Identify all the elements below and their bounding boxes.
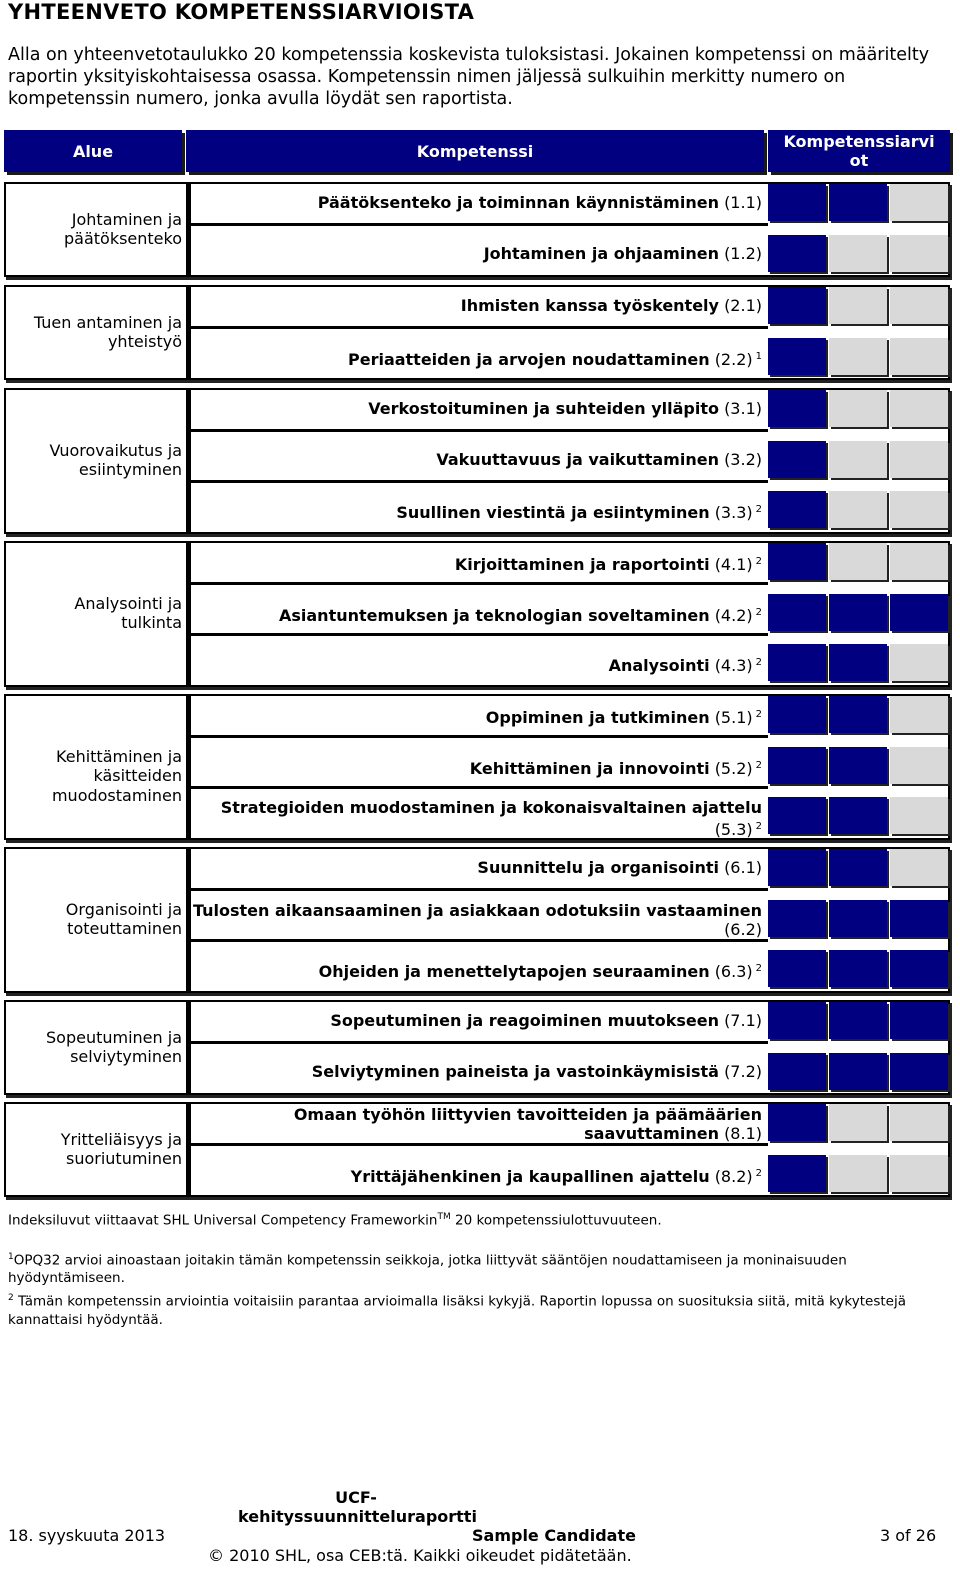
- rating-cell-filled: [829, 1053, 887, 1090]
- area-label: Yritteliäisyys ja suoriutuminen: [60, 1129, 182, 1168]
- rating-bar: [768, 1002, 950, 1039]
- rating-bar: [768, 1053, 950, 1090]
- competency-name: Kehittäminen ja innovointi (5.2) $^2$: [469, 758, 762, 778]
- rating-cell-empty: [829, 338, 887, 375]
- competency-name: Sopeutuminen ja reagoiminen muutokseen (7.1): [330, 1011, 762, 1030]
- area-label: Kehittäminen ja käsitteiden muodostaminen: [51, 746, 182, 805]
- rating-cell-filled: [768, 287, 826, 324]
- rating-cell-empty: [890, 543, 948, 580]
- row-underline: [186, 888, 768, 891]
- rating-bar: [768, 543, 950, 580]
- competency-name: Oppiminen ja tutkiminen (5.1) $^2$: [485, 708, 762, 727]
- rating-cell-filled: [768, 900, 826, 937]
- rating-bar: [768, 338, 950, 375]
- competency-name: Johtaminen ja ohjaaminen (1.2): [483, 243, 762, 263]
- competency-name: Yrittäjähenkinen ja kaupallinen ajattelu (8.2) $^2$: [350, 1166, 762, 1186]
- footer-date: 18. syyskuuta 2013: [8, 1526, 166, 1545]
- competency-name: Kirjoittaminen ja raportointi (4.1) $^2$: [454, 555, 762, 574]
- rating-cell-empty: [890, 441, 948, 478]
- page-footer: [0, 1488, 960, 1568]
- rating-cell-empty: [890, 390, 948, 427]
- competency-name: Omaan työhön liittyvien tavoitteiden ja päämäärien saavuttaminen (8.1): [293, 1105, 762, 1143]
- rating-cell-empty: [829, 235, 887, 272]
- rating-cell-filled: [829, 849, 887, 886]
- rating-cell-empty: [890, 747, 948, 784]
- footer-copyright: © 2010 SHL, osa CEB:tä. Kaikki oikeudet pidätetään.: [208, 1546, 632, 1565]
- rating-cell-empty: [890, 797, 948, 834]
- rating-cell-empty: [890, 235, 948, 272]
- competency-name: Ohjeiden ja menettelytapojen seuraaminen (6.3) $^2$: [318, 962, 762, 981]
- competency-name: Päätöksenteko ja toiminnan käynnistäminen (1.1): [317, 193, 762, 212]
- competency-name: Asiantuntemuksen ja teknologian soveltaminen (4.2) $^2$: [278, 605, 762, 625]
- rating-cell-filled: [768, 338, 826, 375]
- rating-cell-filled: [768, 696, 826, 733]
- rating-bar: [768, 491, 950, 528]
- rating-cell-filled: [768, 797, 826, 834]
- row-underline: [186, 480, 768, 483]
- header-competency: Kompetenssi: [186, 130, 764, 172]
- rating-bar: [768, 747, 950, 784]
- rating-cell-filled: [768, 1002, 826, 1039]
- area-label: Vuorovaikutus ja esiintyminen: [49, 440, 182, 480]
- competency-name: Tulosten aikaansaaminen ja asiakkaan odotuksiin vastaaminen (6.2): [192, 900, 762, 939]
- rating-cell-filled: [768, 184, 826, 221]
- competency-name: Selviytyminen paineista ja vastoinkäymisistä (7.2): [311, 1061, 762, 1081]
- rating-cell-filled: [829, 747, 887, 784]
- row-underline: [186, 633, 768, 636]
- rating-cell-filled: [768, 235, 826, 272]
- rating-cell-filled: [829, 797, 887, 834]
- footer-page-number: 3 of 26: [880, 1526, 937, 1545]
- area-label: Tuen antaminen ja yhteistyö: [33, 312, 182, 351]
- competency-name: Suunnittelu ja organisointi (6.1): [477, 858, 762, 877]
- area-label: Sopeutuminen ja selviytyminen: [46, 1027, 182, 1066]
- competency-name: Verkostoituminen ja suhteiden ylläpito (3.1): [368, 399, 762, 418]
- rating-bar: [768, 849, 950, 886]
- area-label: Analysointi ja tulkinta: [74, 593, 182, 633]
- rating-cell-empty: [890, 287, 948, 324]
- row-underline: [186, 326, 768, 329]
- row-underline: [186, 786, 768, 789]
- footnotes: [8, 1208, 938, 1347]
- area-label: Johtaminen ja päätöksenteko: [63, 209, 182, 248]
- rating-bar: [768, 287, 950, 324]
- rating-cell-filled: [768, 1155, 826, 1192]
- area-label: Organisointi ja toteuttaminen: [65, 899, 182, 939]
- row-underline: [186, 1143, 768, 1146]
- rating-cell-empty: [829, 543, 887, 580]
- rating-cell-empty: [829, 390, 887, 427]
- footer-report-name: UCF-kehityssuunnitteluraportti: [238, 1488, 477, 1526]
- competency-name: Strategioiden muodostaminen ja kokonaisvaltainen ajattelu (5.3) $^2$: [220, 798, 762, 839]
- rating-bar: [768, 900, 950, 937]
- rating-cell-filled: [768, 1104, 826, 1141]
- rating-cell-filled: [768, 1053, 826, 1090]
- rating-bar: [768, 950, 950, 987]
- rating-cell-empty: [829, 1104, 887, 1141]
- rating-cell-filled: [768, 950, 826, 987]
- header-rating: Kompetenssiarvi ot: [768, 130, 950, 172]
- rating-cell-filled: [768, 644, 826, 681]
- competency-name: Vakuuttavuus ja vaikuttaminen (3.2): [436, 449, 762, 469]
- row-underline: [186, 735, 768, 738]
- rating-cell-empty: [890, 184, 948, 221]
- rating-cell-filled: [768, 390, 826, 427]
- rating-cell-filled: [768, 491, 826, 528]
- competency-name: Periaatteiden ja arvojen noudattaminen (2.2) $^1$: [347, 349, 762, 369]
- rating-cell-empty: [829, 491, 887, 528]
- rating-bar: [768, 1104, 950, 1141]
- rating-cell-empty: [829, 441, 887, 478]
- rating-cell-filled: [890, 900, 948, 937]
- footnote-1: $^1$OPQ32 arvioi ainoastaan joitakin tämän kompetenssin seikkoja, jotka liittyvät sääntöjen noudattamiseen ja moninaisuuden hyödyntämiseen.: [8, 1251, 847, 1286]
- rating-cell-empty: [890, 849, 948, 886]
- row-underline: [186, 429, 768, 432]
- competency-name: Analysointi (4.3) $^2$: [608, 656, 762, 675]
- row-underline: [186, 1041, 768, 1044]
- rating-bar: [768, 1155, 950, 1192]
- rating-bar: [768, 441, 950, 478]
- row-underline: [186, 939, 768, 942]
- rating-cell-empty: [890, 696, 948, 733]
- rating-cell-filled: [768, 441, 826, 478]
- rating-cell-empty: [890, 1155, 948, 1192]
- rating-cell-filled: [768, 747, 826, 784]
- rating-bar: [768, 696, 950, 733]
- row-underline: [186, 582, 768, 585]
- row-underline: [186, 223, 768, 226]
- rating-cell-filled: [829, 644, 887, 681]
- rating-cell-filled: [829, 594, 887, 631]
- footer-candidate: Sample Candidate: [472, 1526, 636, 1545]
- rating-cell-filled: [829, 950, 887, 987]
- rating-cell-filled: [890, 1002, 948, 1039]
- rating-cell-filled: [829, 900, 887, 937]
- rating-cell-filled: [890, 950, 948, 987]
- rating-cell-empty: [829, 287, 887, 324]
- rating-cell-empty: [890, 1104, 948, 1141]
- rating-cell-empty: [829, 1155, 887, 1192]
- rating-bar: [768, 184, 950, 221]
- rating-cell-empty: [890, 644, 948, 681]
- rating-cell-empty: [890, 338, 948, 375]
- competency-name: Ihmisten kanssa työskentely (2.1): [460, 296, 762, 315]
- rating-cell-empty: [890, 491, 948, 528]
- rating-bar: [768, 235, 950, 272]
- rating-bar: [768, 594, 950, 631]
- rating-bar: [768, 644, 950, 681]
- rating-cell-filled: [829, 184, 887, 221]
- page-title: YHTEENVETO KOMPETENSSIARVIOISTA: [8, 0, 475, 24]
- rating-cell-filled: [890, 1053, 948, 1090]
- rating-cell-filled: [829, 696, 887, 733]
- rating-bar: [768, 797, 950, 834]
- rating-cell-filled: [768, 594, 826, 631]
- rating-bar: [768, 390, 950, 427]
- rating-cell-filled: [768, 849, 826, 886]
- header-area: Alue: [4, 130, 182, 172]
- intro-text: Alla on yhteenvetotaulukko 20 kompetenssia koskevista tuloksistasi. Jokainen kompetenssi on määritelty raportin yksityiskohtaisessa osassa. Kompetenssin nimen jäljessä sulkuihin merkitty numero on kompetenssin numero, jonka avulla löydät sen raportista.: [8, 45, 930, 109]
- rating-cell-filled: [890, 594, 948, 631]
- footnote-2: $^2$ Tämän kompetenssin arviointia voitaisiin parantaa arvioimalla lisäksi kykyjä. Raportin lopussa on suosituksia siitä, mitä kykytestejä kannattaisi hyödyntää.: [8, 1293, 906, 1328]
- rating-cell-filled: [768, 543, 826, 580]
- index-note: Indeksiluvut viittaavat SHL Universal Competency Frameworkin™ 20 kompetenssiulottuvuuteen.: [8, 1212, 662, 1229]
- rating-cell-filled: [829, 1002, 887, 1039]
- competency-name: Suullinen viestintä ja esiintyminen (3.3) $^2$: [396, 503, 762, 522]
